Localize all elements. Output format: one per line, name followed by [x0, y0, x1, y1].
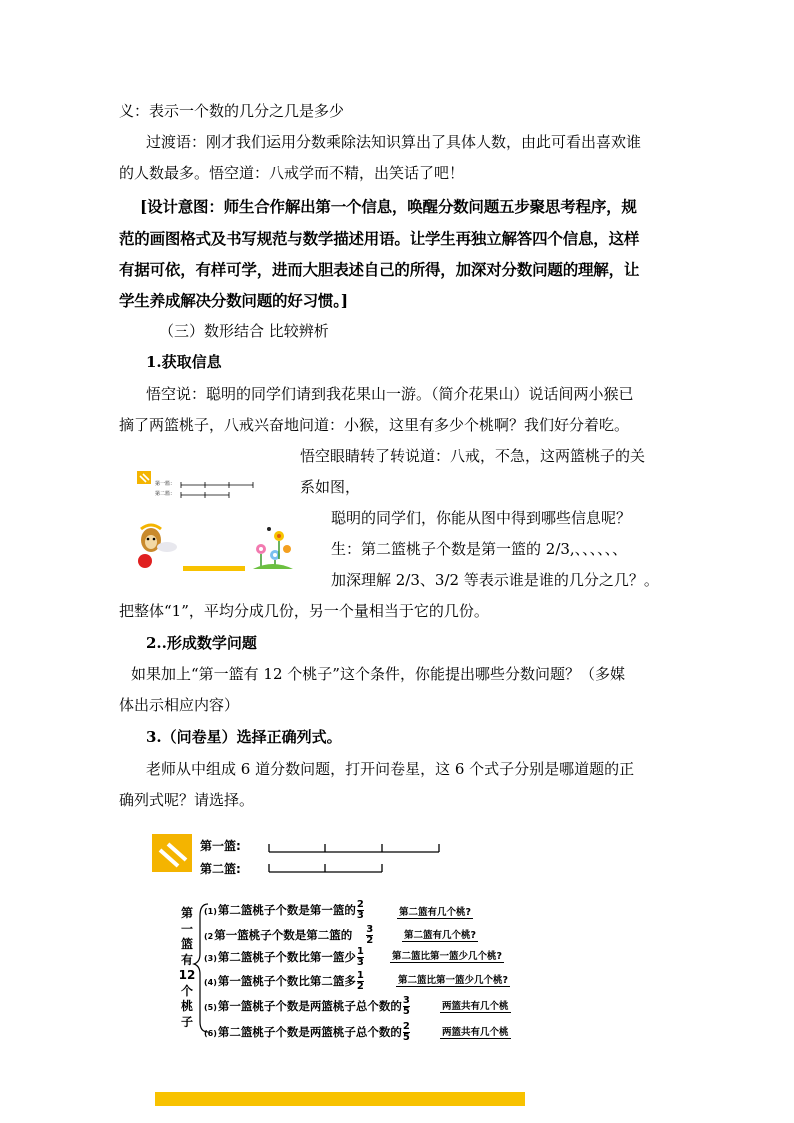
side-label-char: 12 [178, 968, 196, 982]
answer-field: 第二篮有几个桃? [397, 904, 473, 919]
problem-item [204, 996, 411, 1017]
item-text: 第一篮桃子个数是第二篮的 [214, 928, 353, 942]
subheading-get-info: 1.获取信息 [146, 353, 222, 371]
item-tag: (4) [204, 978, 217, 987]
basket1-label: 第一篮: [200, 839, 241, 853]
side-label-char: 有 [180, 952, 193, 967]
item-fraction: $\frac{2}{3}$ [356, 899, 364, 921]
bottom-accent-bar [155, 1092, 525, 1106]
answer-field: 第二篮比第一篮少几个桃? [396, 972, 510, 987]
fraction-problems-figure [152, 826, 532, 1048]
wukong-line-3: 悟空眼睛转了转说道：八戒，不急，这两篮桃子的关 [300, 447, 646, 465]
item-tag: (1) [204, 907, 217, 916]
answer-field: 两篮共有几个桃 [440, 1024, 511, 1039]
design-intent-line-3: 有据可依，有样可学，进而大胆表述自己的所得，加深对分数问题的理解，让 [119, 260, 640, 279]
problem-item [204, 971, 365, 992]
answer-field: 第二篮比第一篮少几个桃? [390, 948, 504, 963]
item-tag: (3) [204, 954, 217, 963]
item-text: 第二篮桃子个数是第一篮的 [217, 903, 356, 917]
subheading-choose-formula: 3.（问卷星）选择正确列式。 [146, 728, 342, 746]
side-label [178, 906, 196, 1030]
transition-line-2: 的人数最多。悟空道：八戒学而不精，出笑话了吧！ [119, 164, 465, 182]
deepen-line: 加深理解 2/3、3/2 等表示谁是谁的几分之几？。 [331, 571, 659, 589]
teacher-line-1: 老师从中组成 6 道分数问题，打开问卷星，这 6 个式子分别是哪道题的正 [146, 760, 635, 778]
problem-item [204, 925, 374, 946]
subheading-form-problem: 2..形成数学问题 [146, 634, 257, 652]
section-heading-3: （三）数形结合 比较辨析 [159, 322, 329, 340]
side-label-char: 第 [180, 906, 193, 920]
pic-row2-label: 第二篮： [155, 491, 176, 497]
item-fraction: $\frac{1}{3}$ [356, 946, 364, 968]
student-answer-line: 生：第二篮桃子个数是第一篮的 2/3,、、、、、、 [331, 540, 628, 558]
side-label-char: 一 [180, 921, 193, 936]
wukong-line-4: 系如图， [300, 478, 361, 496]
answer-field: 第二篮有几个桃? [402, 927, 478, 942]
para-definition: 义：表示一个数的几分之几是多少 [119, 102, 345, 120]
monkey-diagram-picture [133, 463, 296, 575]
item-tag: (6) [204, 1029, 217, 1038]
problem-item [204, 947, 365, 968]
condition-line-2: 体出示相应内容） [119, 696, 240, 714]
item-fraction: $\frac{2}{5}$ [402, 1021, 410, 1043]
item-text: 第二篮桃子个数是两篮桃子总个数的 [217, 1025, 402, 1039]
basket2-label: 第二篮: [200, 862, 241, 876]
design-intent-line-1: [设计意图：师生合作解出第一个信息，唤醒分数问题五步聚思考程序，规 [140, 197, 637, 216]
wukong-line-2: 摘了两篮桃子，八戒兴奋地问道：小猴，这里有多少个桃啊？我们好分着吃。 [119, 416, 630, 434]
side-label-char: 个 [180, 983, 193, 998]
problem-item [204, 1022, 411, 1043]
side-label-char: 子 [180, 1014, 193, 1029]
whole-line: 把整体“1”，平均分成几份，另一个量相当于它的几份。 [119, 602, 489, 620]
item-tag: (2 [204, 932, 214, 941]
problem-item [204, 900, 365, 921]
transition-line-1: 过渡语：刚才我们运用分数乘除法知识算出了具体人数，由此可看出喜欢谁 [146, 133, 642, 151]
teacher-line-2: 确列式呢？请选择。 [119, 791, 255, 809]
wukong-line-1: 悟空说：聪明的同学们请到我花果山一游。（简介花果山）说话间两小猴已 [146, 385, 634, 403]
condition-line-1: 如果加上“第一篮有 12 个桃子”这个条件，你能提出哪些分数问题？（多媒 [131, 665, 625, 683]
question-line: 聪明的同学们，你能从图中得到哪些信息呢？ [331, 509, 632, 527]
design-intent-line-2: 范的画图格式及书写规范与数学描述用语。让学生再独立解答四个信息，这样 [119, 229, 640, 248]
item-text: 第二篮桃子个数比第一篮少 [217, 950, 356, 964]
item-text: 第一篮桃子个数是两篮桃子总个数的 [217, 999, 402, 1013]
item-fraction: $\frac{1}{2}$ [356, 970, 364, 992]
item-text: 第一篮桃子个数比第二篮多 [217, 974, 356, 988]
side-label-char: 篮 [180, 937, 193, 951]
pic-row1-label: 第一篮： [155, 481, 176, 487]
item-fraction: $\frac{3}{2}$ [366, 924, 374, 946]
side-label-char: 桃 [180, 999, 193, 1013]
design-intent-line-4: 学生养成解决分数问题的好习惯。] [119, 291, 348, 310]
answer-field: 两篮共有几个桃 [440, 998, 511, 1013]
item-tag: (5) [204, 1003, 217, 1012]
item-fraction: $\frac{3}{5}$ [402, 995, 410, 1017]
